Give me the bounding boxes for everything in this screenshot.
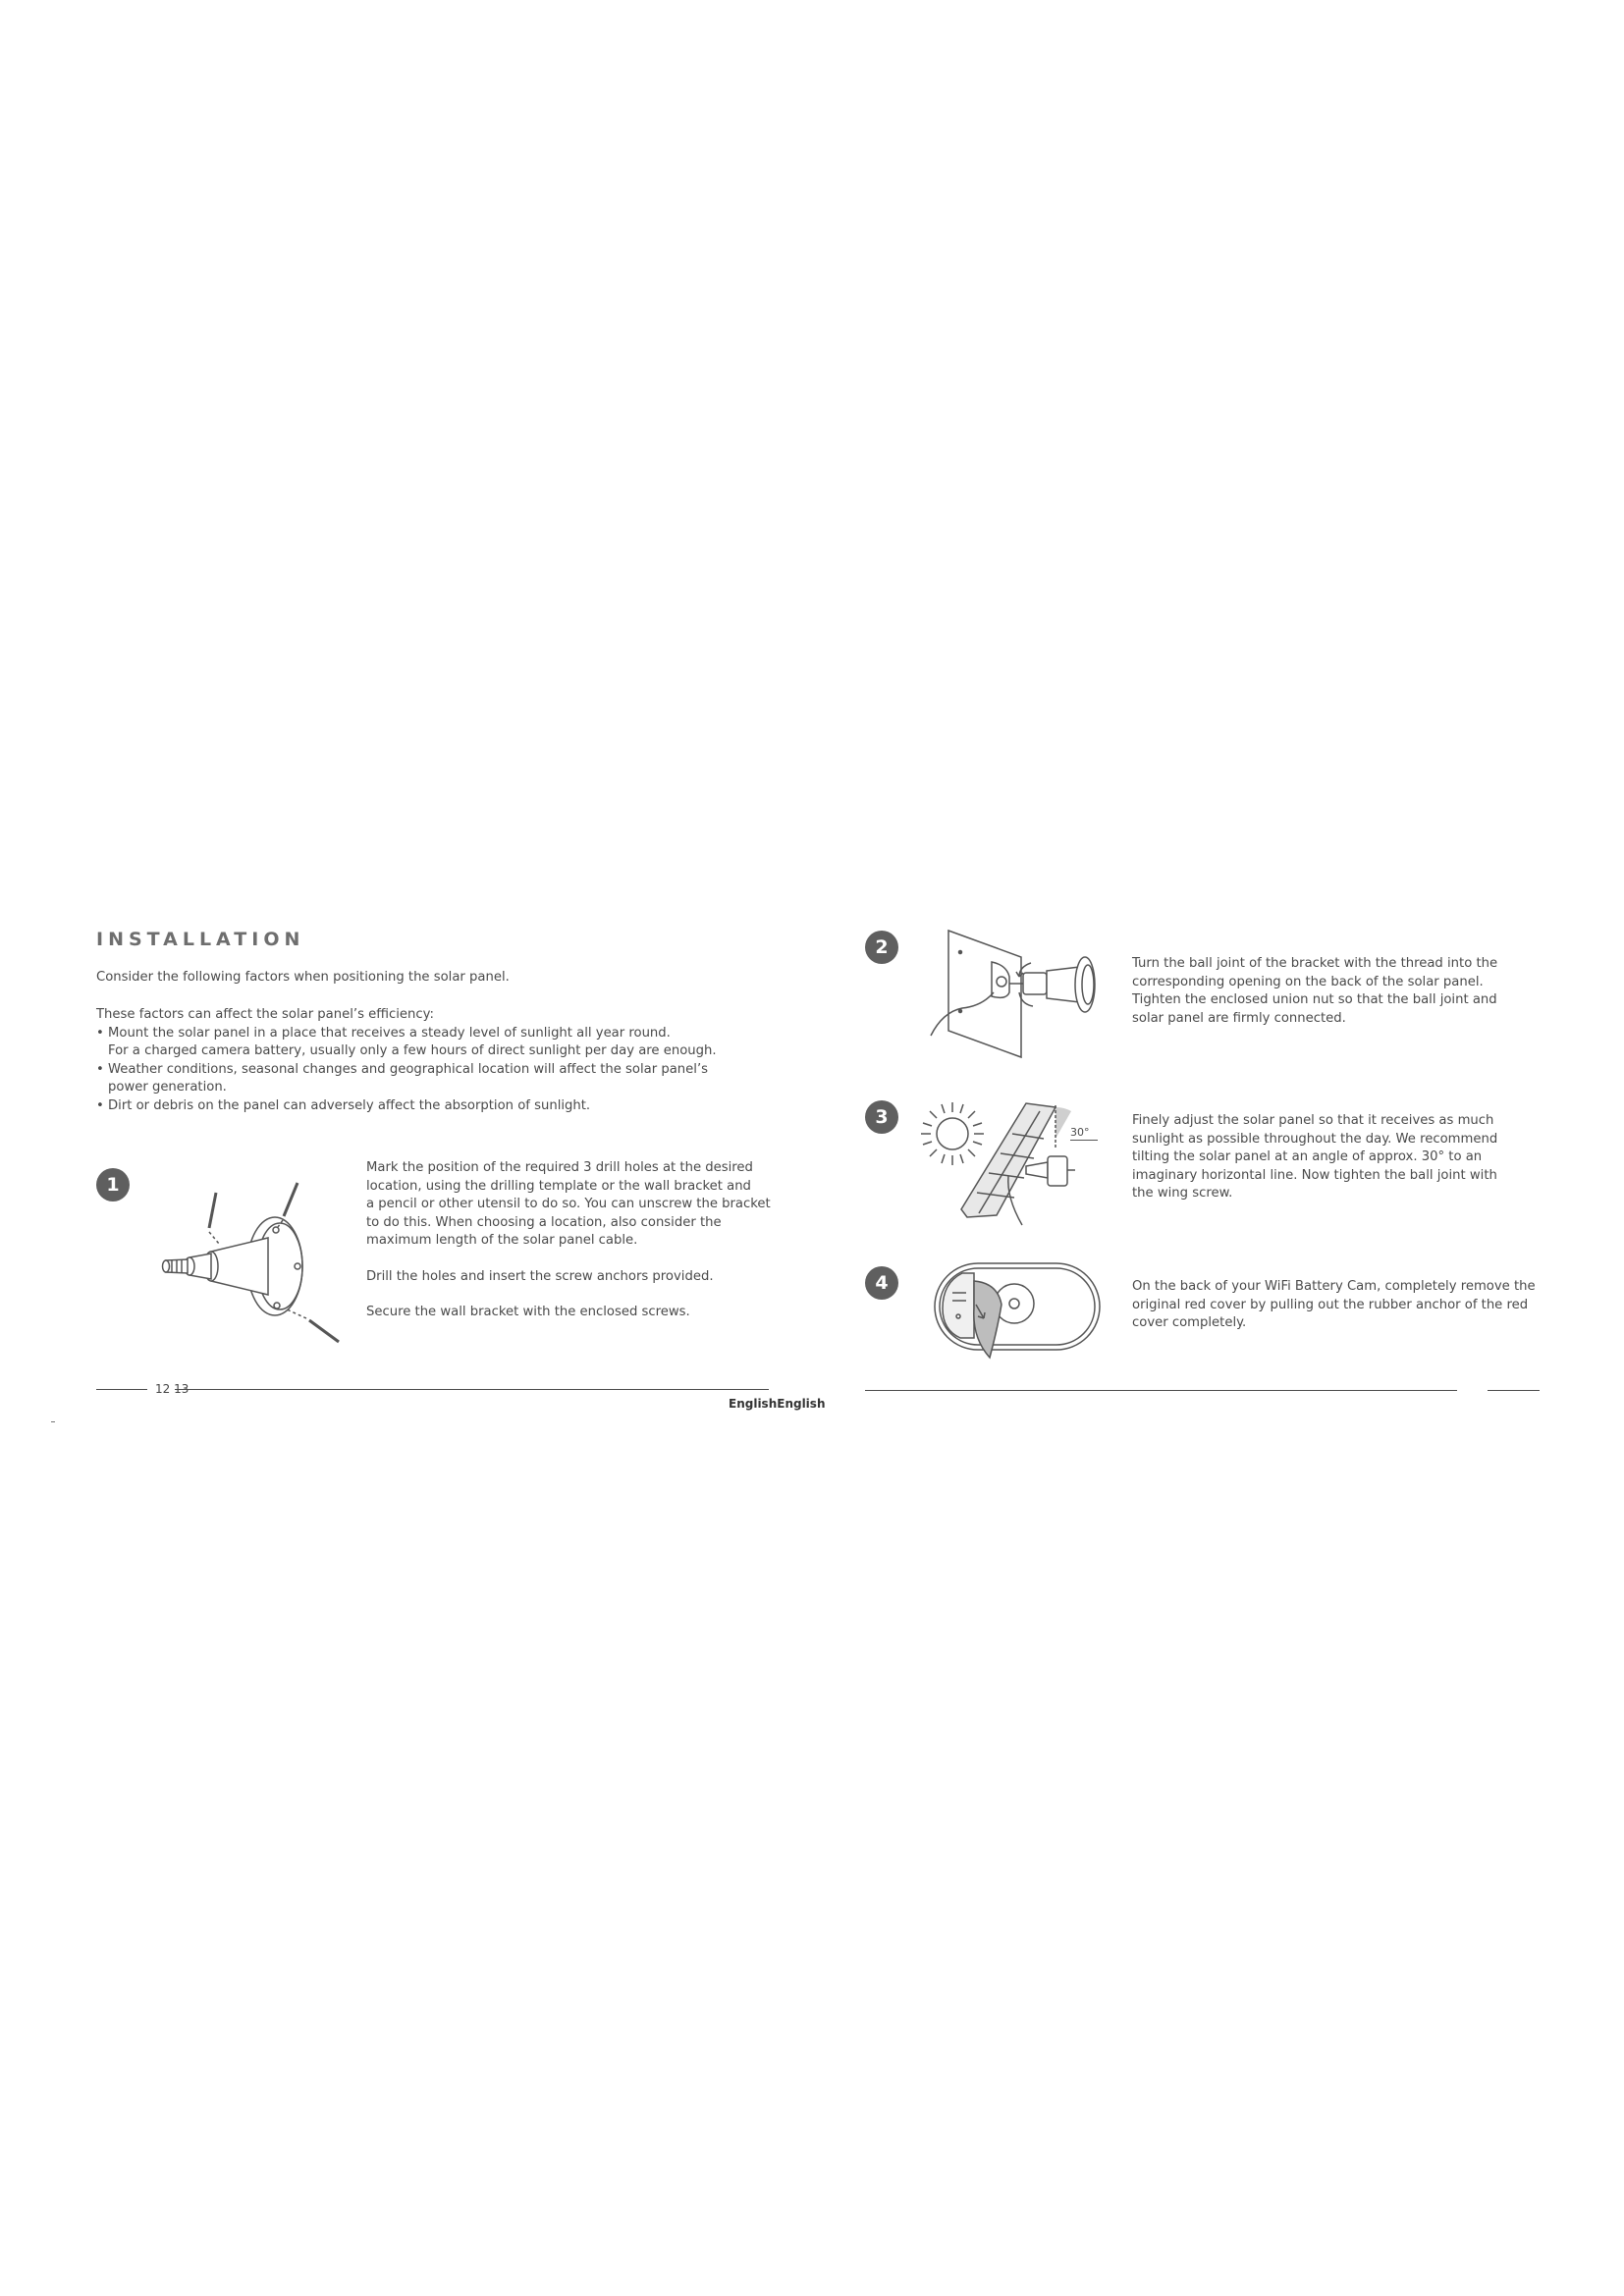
step-1-badge: 1 [96, 1168, 130, 1201]
factor-item [96, 1061, 717, 1097]
footer-rule-right-long [865, 1390, 1457, 1391]
factor-item [96, 1097, 717, 1116]
bullet-marker: • [96, 1025, 104, 1041]
text-line: On the back of your WiFi Battery Cam, completely remove the [1132, 1279, 1536, 1294]
wall-bracket-illustration [152, 1173, 349, 1345]
crop-mark [51, 1421, 55, 1422]
step-1-paragraph [366, 1268, 771, 1287]
factor-line: For a charged camera battery, usually only a few hours of direct sunlight per day are enough. [108, 1043, 717, 1058]
text-line: corresponding opening on the back of the solar panel. [1132, 974, 1484, 989]
step-1-text [366, 1159, 771, 1340]
step-2-text [1132, 955, 1497, 1028]
factor-line: Dirt or debris on the panel can adversely affect the absorption of sunlight. [108, 1097, 591, 1113]
text-line: Finely adjust the solar panel so that it receives as much [1132, 1113, 1494, 1128]
step-2-badge: 2 [865, 931, 898, 964]
text-line: location, using the drilling template or the wall bracket and [366, 1178, 751, 1194]
text-line: a pencil or other utensil to do so. You can unscrew the bracket [366, 1197, 771, 1211]
camera-back-cover-illustration [933, 1259, 1105, 1358]
factor-line: power generation. [108, 1080, 227, 1095]
step-4-badge: 4 [865, 1266, 898, 1300]
factors-heading: These factors can affect the solar panel’s efficiency: [96, 1007, 434, 1022]
text-line: Drill the holes and insert the screw anchors provided. [366, 1268, 714, 1284]
text-line: sunlight as possible throughout the day. We recommend [1132, 1131, 1498, 1147]
footer-language: EnglishEnglish [729, 1397, 826, 1411]
step-4-text [1132, 1278, 1536, 1333]
step-1-paragraph [366, 1304, 771, 1322]
bullet-marker: • [96, 1097, 104, 1113]
footer-rule-right-short [1488, 1390, 1540, 1391]
text-line: tilting the solar panel at an angle of approx. 30° to an [1132, 1149, 1483, 1164]
factor-line: Mount the solar panel in a place that receives a steady level of sunlight all year round. [108, 1025, 671, 1041]
factors-block [96, 1006, 717, 1115]
panel-bracket-assembly-illustration [923, 928, 1119, 1060]
text-line: maximum length of the solar panel cable. [366, 1233, 638, 1248]
text-line: solar panel are firmly connected. [1132, 1010, 1346, 1026]
text-line: cover completely. [1132, 1315, 1247, 1330]
text-line: imaginary horizontal line. Now tighten the ball joint with [1132, 1167, 1497, 1183]
text-line: to do this. When choosing a location, also consider the [366, 1214, 722, 1230]
bullet-marker: • [96, 1061, 104, 1077]
section-title: INSTALLATION [96, 929, 305, 950]
text-line: Mark the position of the required 3 drill holes at the desired [366, 1160, 753, 1175]
horizontal-reference-line [1070, 1140, 1098, 1141]
text-line: Tighten the enclosed union nut so that the ball joint and [1132, 992, 1497, 1007]
text-line: Secure the wall bracket with the enclosed screws. [366, 1305, 690, 1319]
factor-line: Weather conditions, seasonal changes and geographical location will affect the solar panel’s [108, 1061, 709, 1077]
angle-label: 30° [1070, 1126, 1090, 1139]
tilted-solar-panel-illustration [957, 1099, 1105, 1227]
footer-rule-left-short [96, 1389, 147, 1390]
text-line: the wing screw. [1132, 1186, 1233, 1201]
text-line: original red cover by pulling out the rubber anchor of the red [1132, 1297, 1529, 1312]
factor-item [96, 1025, 717, 1061]
step-1-paragraph [366, 1159, 771, 1251]
step-3-text [1132, 1112, 1497, 1203]
footer-rule-left-long [175, 1389, 769, 1390]
intro-text: Consider the following factors when positioning the solar panel. [96, 970, 510, 985]
text-line: Turn the ball joint of the bracket with the thread into the [1132, 956, 1498, 971]
step-3-badge: 3 [865, 1100, 898, 1134]
page-numbers: 12 13 [155, 1382, 189, 1396]
